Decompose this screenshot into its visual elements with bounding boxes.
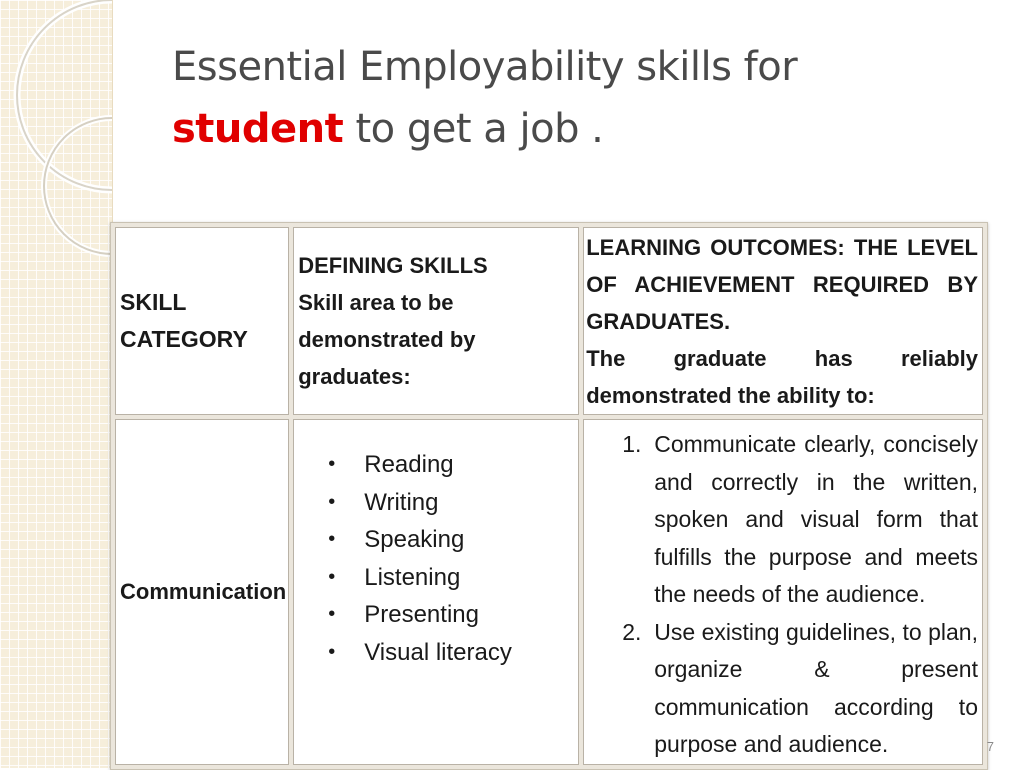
row-skills-cell xyxy=(293,419,579,765)
table-header-row xyxy=(115,227,983,415)
title-accent-word: student xyxy=(172,106,344,152)
header-defining-skills-label: DEFINING SKILLS Skill area to be demonstrated by graduates: xyxy=(298,253,488,389)
row-category-label: Communication xyxy=(120,578,287,604)
list-item: • Writing xyxy=(328,484,576,522)
header-outcomes-line-2: The graduate has reliably demonstrated the ability to: xyxy=(586,345,978,408)
slide-title xyxy=(172,36,992,160)
table-row-communication xyxy=(115,419,983,765)
decorative-side-strip xyxy=(0,0,112,768)
header-skill-category xyxy=(115,227,289,415)
list-item: • Speaking xyxy=(328,521,576,559)
header-skill-category-label: SKILL CATEGORY xyxy=(120,289,248,352)
outcome-number: 2. xyxy=(622,618,642,645)
outcome-text: Use existing guidelines, to plan, organize & present communication according to purpose and audience. xyxy=(654,618,978,757)
learning-outcomes-list xyxy=(586,426,980,764)
list-item xyxy=(586,426,978,614)
row-outcomes-cell xyxy=(583,419,983,765)
header-outcomes-line-1: LEARNING OUTCOMES: THE LEVEL OF ACHIEVEMENT REQUIRED BY GRADUATES. xyxy=(586,234,978,334)
skills-table xyxy=(110,222,988,770)
list-item: • Visual literacy xyxy=(328,634,576,672)
list-item: • Presenting xyxy=(328,596,576,634)
defining-skills-list xyxy=(296,446,576,671)
list-item: • Listening xyxy=(328,559,576,597)
outcome-text: Communicate clearly, concisely and correctly in the written, spoken and visual form that fulfills the purpose and meets the needs of the audience. xyxy=(654,431,978,607)
title-line-1: Essential Employability skills for xyxy=(172,44,798,90)
outcome-number: 1. xyxy=(622,431,642,457)
row-category-cell xyxy=(115,419,289,765)
page-number: 7 xyxy=(986,739,994,754)
header-learning-outcomes xyxy=(583,227,983,415)
list-item xyxy=(586,614,978,764)
header-defining-skills xyxy=(293,227,579,415)
title-rest: to get a job . xyxy=(343,106,604,152)
list-item: • Reading xyxy=(328,446,576,484)
